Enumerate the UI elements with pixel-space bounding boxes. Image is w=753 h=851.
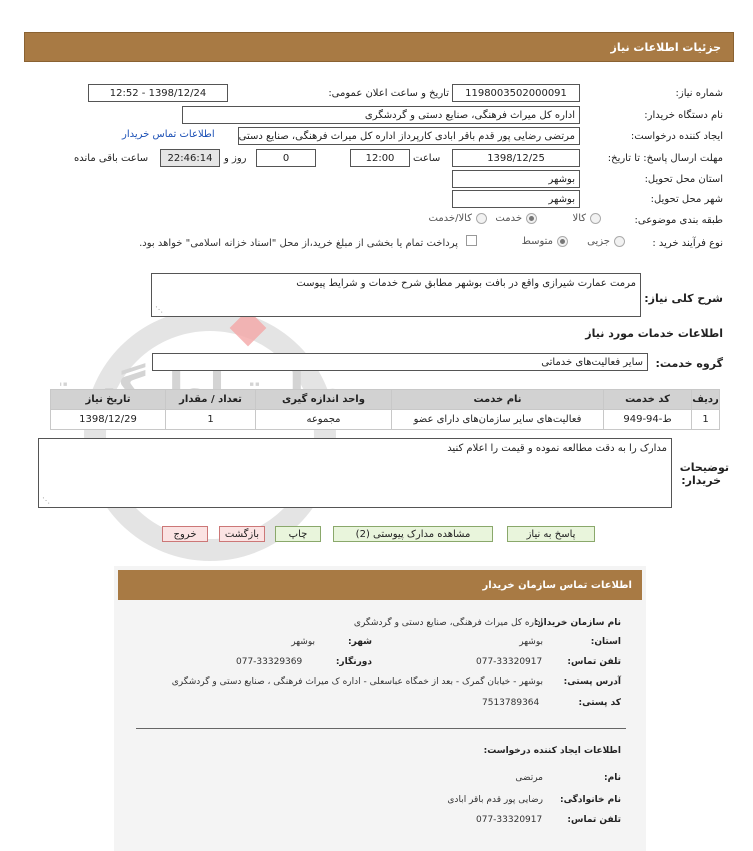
city-label: شهر محل تحویل: [650,194,723,205]
cell-unit: مجموعه [256,410,392,430]
creator-field[interactable]: مرتضی رضایی پور قدم باقر ابادی کارپرداز اداره کل میراث فرهنگی، صنایع دستی [238,127,580,145]
contact-province-value: بوشهر [519,637,543,647]
services-table [50,389,720,430]
province-label: استان محل تحویل: [644,174,723,185]
req-phone-value: 077-33320917 [476,815,543,825]
deadline-date-field[interactable]: 1398/12/25 [452,149,580,167]
notes-textarea[interactable] [38,438,672,508]
radio-medium[interactable] [557,236,568,247]
attachments-button[interactable]: مشاهده مدارک پیوستی (2) [333,526,493,542]
process-option-medium[interactable]: متوسط [522,236,568,247]
col-name: نام خدمت [392,390,604,410]
province-field[interactable]: بوشهر [452,170,580,188]
summary-textarea[interactable] [151,273,641,317]
notes-label-2: خریدار: [681,474,721,487]
summary-text: مرمت عمارت شیرازی واقع در بافت بوشهر مطابق شرح خدمات و شرایط پیوست [296,278,636,289]
postal-label: کد پستی: [578,698,621,708]
family-label: نام خانوادگی: [559,795,621,805]
radio-service[interactable] [526,213,537,224]
need-number-field[interactable]: 1198003502000091 [452,84,580,102]
contact-city-label: شهر: [348,637,372,647]
buyer-org-field[interactable]: اداره کل میراث فرهنگی، صنایع دستی و گردشگری [182,106,580,124]
deadline-time-label: ساعت [413,153,441,164]
phone-value: 077-33320917 [476,657,543,667]
service-group-label: گروه خدمت: [655,357,723,370]
notes-label-1: توضیحات [679,461,729,474]
name-label: نام: [604,773,621,783]
cell-date: 1398/12/29 [51,410,166,430]
reply-button[interactable]: پاسخ به نیاز [507,526,595,542]
fax-value: 077-33329369 [236,657,303,667]
panel-divider [136,728,626,729]
exit-button[interactable]: خروج [162,526,208,542]
table-row [51,410,720,430]
remaining-time-field: 22:46:14 [160,149,220,167]
cell-code: ط-94-949 [604,410,692,430]
days-label: روز و [224,153,247,164]
summary-label: شرح کلی نیاز: [644,292,723,305]
radio-minor[interactable] [614,236,625,247]
resize-grip-icon: ⋰ [155,305,163,314]
buyer-contact-link[interactable]: اطلاعات تماس خریدار [122,129,215,140]
back-button[interactable]: بازگشت [219,526,265,542]
table-header-row [51,390,720,410]
treasury-checkbox[interactable] [466,235,477,246]
page-header [24,32,734,62]
address-value: بوشهر - خیابان گمرک - بعد از خمگاه عباسعلی - اداره ک میراث فرهنگی ، صنایع دستی و گردشگری [171,677,543,687]
creator-label: ایجاد کننده درخواست: [630,131,723,142]
req-phone-label: تلفن تماس: [567,815,621,825]
requester-title: اطلاعات ایجاد کننده درخواست: [483,746,621,756]
col-code: کد خدمت [604,390,692,410]
col-unit: واحد اندازه گیری [256,390,392,410]
cell-qty: 1 [166,410,256,430]
page-title: جزئیات اطلاعات نیاز [610,40,721,54]
process-label: نوع فرآیند خرید : [652,238,723,249]
service-group-field[interactable]: سایر فعالیت‌های خدماتی [152,353,648,371]
deadline-time-field[interactable]: 12:00 [350,149,410,167]
fax-label: دورنگار: [335,657,372,667]
buyer-org-label: نام دستگاه خریدار: [644,110,723,121]
family-value: رضایی پور قدم باقر ابادی [447,795,543,805]
city-field[interactable]: بوشهر [452,190,580,208]
need-number-label: شماره نیاز: [675,88,723,99]
contact-city-value: بوشهر [291,637,315,647]
category-option-service[interactable]: خدمت [495,213,537,224]
col-qty: تعداد / مقدار [166,390,256,410]
phone-label: تلفن تماس: [567,657,621,667]
contact-panel-title: اطلاعات تماس سازمان خریدار [482,579,632,591]
days-left-field[interactable]: 0 [256,149,316,167]
payment-note: پرداخت تمام یا بخشی از مبلغ خرید،از محل "اسناد خزانه اسلامی" خواهد بود. [139,238,458,249]
radio-both[interactable] [476,213,487,224]
deadline-label: مهلت ارسال پاسخ: تا تاریخ: [607,153,723,164]
resize-grip-icon: ⋰ [42,496,50,505]
radio-goods[interactable] [590,213,601,224]
org-value: اداره کل میراث فرهنگی، صنایع دستی و گردشگری [353,618,543,628]
category-option-both[interactable]: کالا/خدمت [429,213,488,224]
announce-label: تاریخ و ساعت اعلان عمومی: [328,88,449,99]
col-row: ردیف [692,390,720,410]
postal-value: 7513789364 [482,698,540,708]
notes-text: مدارک را به دقت مطالعه نموده و قیمت را اعلام کنید [447,443,667,454]
category-option-goods[interactable]: کالا [572,213,601,224]
announce-field[interactable]: 1398/12/24 - 12:52 [88,84,228,102]
cell-name: فعالیت‌های سایر سازمان‌های دارای عضو [392,410,604,430]
cell-row: 1 [692,410,720,430]
process-option-minor[interactable]: جزیی [587,236,625,247]
contact-province-label: استان: [590,637,621,647]
org-label: نام سازمان خریدار: [534,618,621,628]
category-label: طبقه بندی موضوعی: [634,215,723,226]
name-value: مرتضی [515,773,543,783]
services-title: اطلاعات خدمات مورد نیاز [585,327,723,340]
print-button[interactable]: چاپ [275,526,321,542]
address-label: آدرس پستی: [563,677,621,687]
contact-panel-header [118,570,642,600]
contact-panel [114,566,646,851]
col-date: تاریخ نیاز [51,390,166,410]
remaining-label: ساعت باقی مانده [74,153,149,164]
